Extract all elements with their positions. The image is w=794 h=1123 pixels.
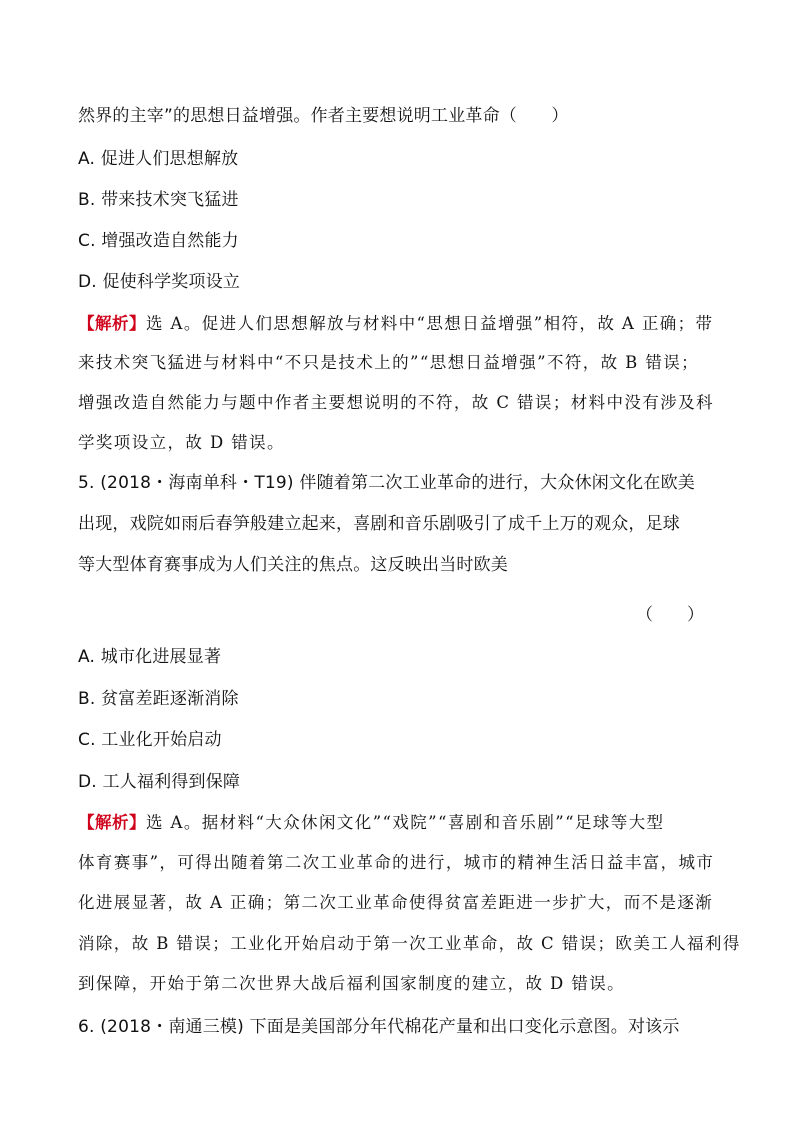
q4-analysis-line-4: 学奖项设立，故 D 错误。 <box>78 433 285 452</box>
q5-option-d: D. 工人福利得到保障 <box>78 772 241 792</box>
q5-analysis-line-1: 【解析】选 A。据材料“大众休闲文化”“戏院”“喜剧和音乐剧”“足球等大型 <box>78 813 665 832</box>
q4-stem-tail: 然界的主宰”的思想日益增强。作者主要想说明工业革命（ ） <box>78 106 569 126</box>
q5-analysis-line-5: 到保障，开始于第二次世界大战后福利国家制度的建立，故 D 错误。 <box>78 974 626 993</box>
q5-stem-line-1: 5. (2018・海南单科・T19) 伴随着第二次工业革命的进行，大众休闲文化在欧美 <box>78 473 695 493</box>
q5-option-b: B. 贫富差距逐渐消除 <box>78 689 239 709</box>
q4-analysis-line-2: 来技术突飞猛进与材料中“不只是技术上的”“思想日益增强”不符，故 B 错误； <box>78 353 700 372</box>
q4-option-b: B. 带来技术突飞猛进 <box>78 190 239 210</box>
q4-option-d: D. 促使科学奖项设立 <box>78 272 241 292</box>
q5-analysis-line-3: 化进展显著，故 A 正确；第二次工业革命使得贫富差距进一步扩大，而不是逐渐 <box>78 893 714 912</box>
q5-analysis-line-4: 消除，故 B 错误；工业化开始启动于第一次工业革命，故 C 错误；欧美工人福利得 <box>78 934 741 953</box>
q4-analysis-line-1: 【解析】选 A。促进人们思想解放与材料中“思想日益增强”相符，故 A 正确；带 <box>78 314 714 333</box>
q5-analysis-line-2: 体育赛事”，可得出随着第二次工业革命的进行，城市的精神生活日益丰富，城市 <box>78 853 715 872</box>
q5-stem-line-3: 等大型体育赛事成为人们关注的焦点。这反映出当时欧美 <box>78 555 508 575</box>
q4-option-c: C. 增强改造自然能力 <box>78 231 239 251</box>
q5-option-a: A. 城市化进展显著 <box>78 647 222 667</box>
q4-option-a: A. 促进人们思想解放 <box>78 149 239 169</box>
q6-stem-line-1: 6. (2018・南通三模) 下面是美国部分年代棉花产量和出口变化示意图。对该示 <box>78 1017 680 1037</box>
q5-answer-paren: （ ） <box>636 605 704 625</box>
q5-stem-line-2: 出现，戏院如雨后春笋般建立起来，喜剧和音乐剧吸引了成千上万的观众，足球 <box>78 514 680 534</box>
q5-option-c: C. 工业化开始启动 <box>78 730 222 750</box>
q5-analysis-tag: 【解析】 <box>78 813 146 832</box>
q4-analysis-tag: 【解析】 <box>78 314 146 333</box>
q4-analysis-line-3: 增强改造自然能力与题中作者主要想说明的不符，故 C 错误；材料中没有涉及科 <box>78 393 714 412</box>
